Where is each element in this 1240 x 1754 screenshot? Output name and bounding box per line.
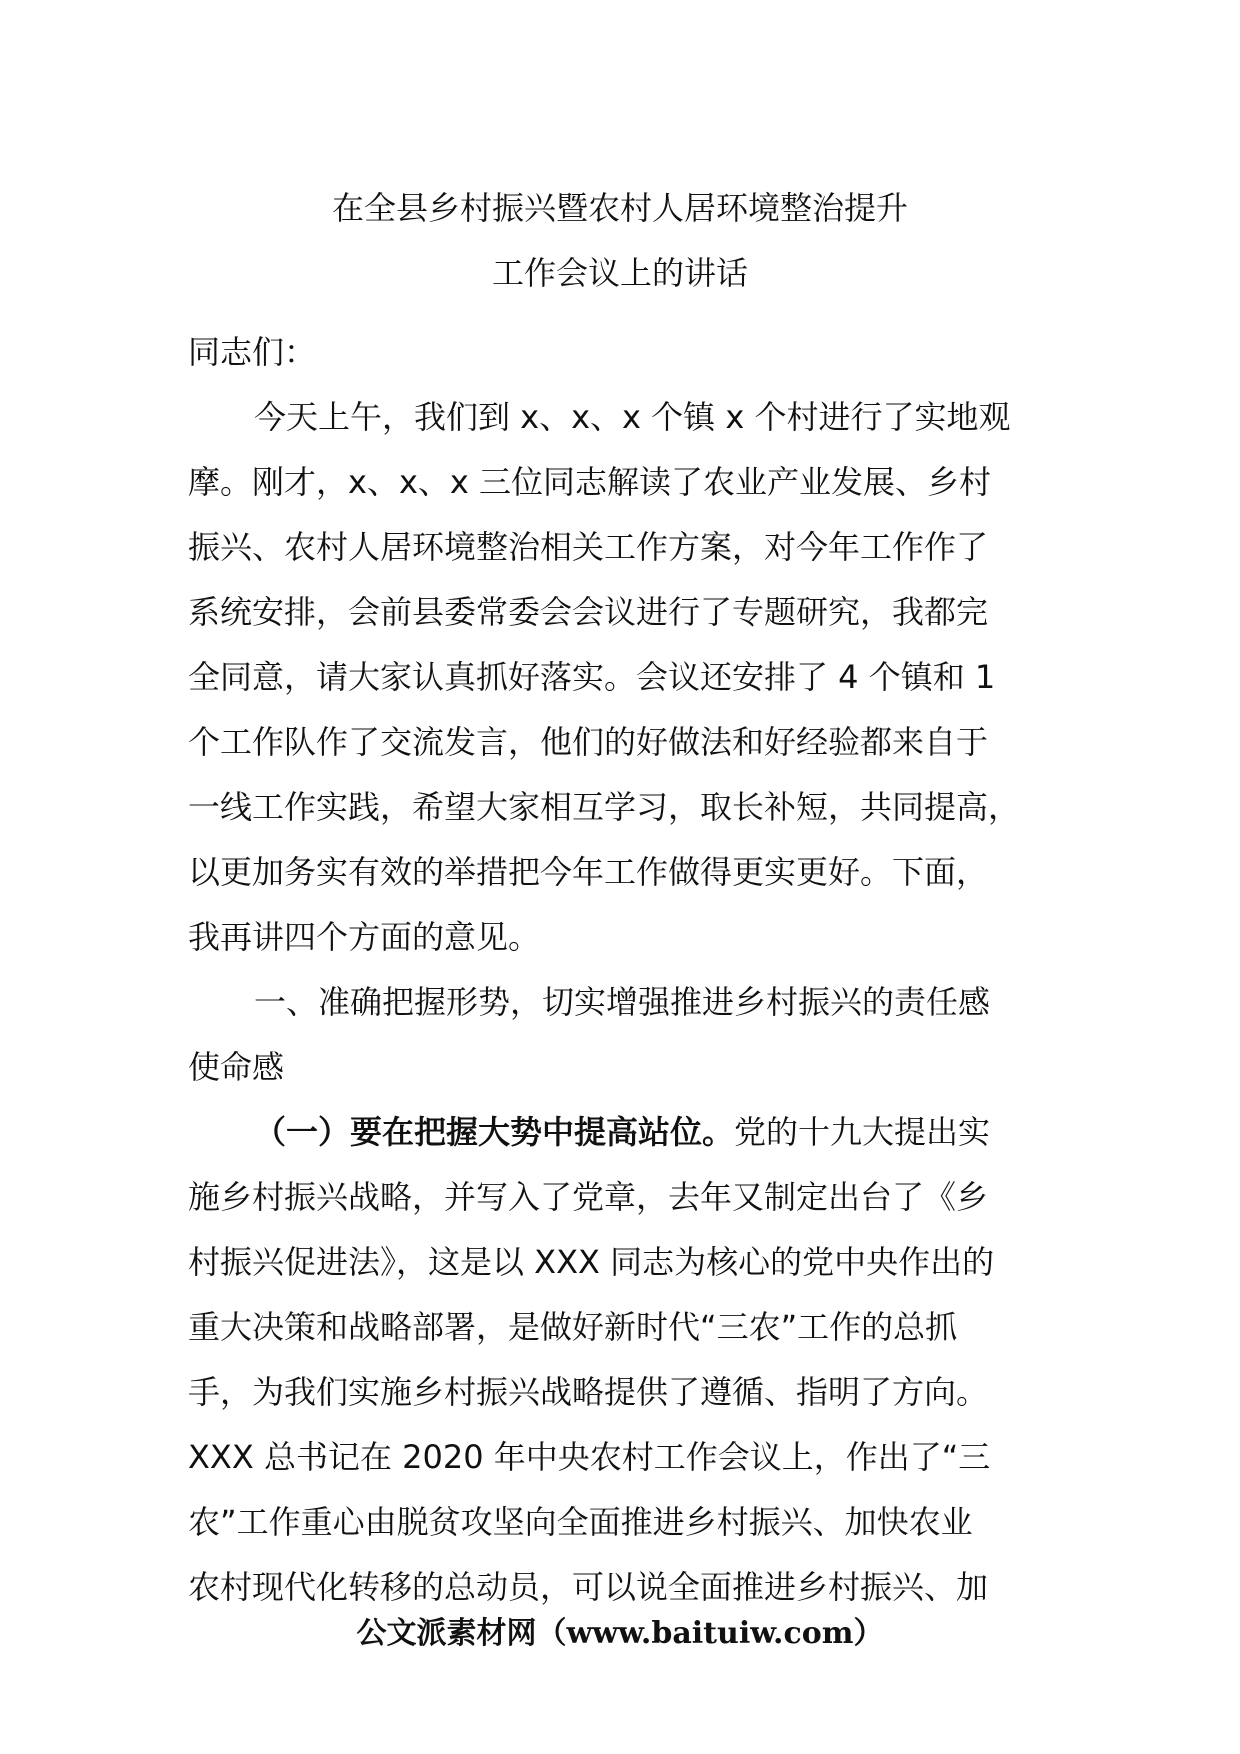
paragraph-line: 农”工作重心由脱贫攻坚向全面推进乡村振兴、加快农业 [188, 1503, 973, 1541]
subsection-first-line [188, 1100, 1068, 1165]
paragraph-line: 摩。刚才，x、x、x 三位同志解读了农业产业发展、乡村 [188, 463, 991, 501]
paragraph-line: 施乡村振兴战略，并写入了党章，去年又制定出台了《乡 [188, 1178, 989, 1216]
paragraph-line: 振兴、农村人居环境整治相关工作方案，对今年工作作了 [188, 528, 989, 566]
paragraph-line: 系统安排，会前县委常委会会议进行了专题研究，我都完 [188, 593, 989, 631]
subsection-1 [188, 1100, 1068, 1620]
paragraph-line: 今天上午，我们到 x、x、x 个镇 x 个村进行了实地观 [254, 398, 1011, 436]
paragraph-intro [188, 385, 1068, 970]
paragraph-line: 个工作队作了交流发言，他们的好做法和好经验都来自于 [188, 723, 989, 761]
paragraph-line: 我再讲四个方面的意见。 [188, 918, 541, 956]
title-line: 在全县乡村振兴暨农村人居环境整治提升 [331, 189, 908, 227]
document-body [188, 320, 1068, 1620]
subsection-heading: （一）要在把握大势中提高站位。 [254, 1113, 735, 1151]
paragraph-line: 以更加务实有效的举措把今年工作做得更实更好。下面， [188, 853, 989, 891]
page-footer-watermark: 公文派素材网（www.baituiw.com） [356, 1616, 884, 1651]
title-line: 工作会议上的讲话 [491, 254, 748, 292]
heading-line: 一、准确把握形势，切实增强推进乡村振兴的责任感 [254, 983, 991, 1021]
paragraph-line: 全同意，请大家认真抓好落实。会议还安排了 4 个镇和 1 [188, 658, 996, 696]
paragraph-line: XXX 总书记在 2020 年中央农村工作会议上，作出了“三 [188, 1438, 991, 1476]
subsection-text: 党的十九大提出实 [734, 1113, 991, 1151]
document-title [150, 176, 1090, 306]
paragraph-line: 农村现代化转移的总动员，可以说全面推进乡村振兴、加 [188, 1568, 989, 1606]
paragraph-line: 一线工作实践，希望大家相互学习，取长补短，共同提高， [188, 788, 1021, 826]
heading-line: 使命感 [188, 1048, 285, 1086]
paragraph-line: 重大决策和战略部署，是做好新时代“三农”工作的总抓 [188, 1308, 958, 1346]
salutation: 同志们： [188, 333, 317, 371]
paragraph-line: 村振兴促进法》，这是以 XXX 同志为核心的党中央作出的 [188, 1243, 995, 1281]
paragraph-line: 手，为我们实施乡村振兴战略提供了遵循、指明了方向。 [188, 1373, 989, 1411]
section-heading-1 [188, 970, 1068, 1100]
